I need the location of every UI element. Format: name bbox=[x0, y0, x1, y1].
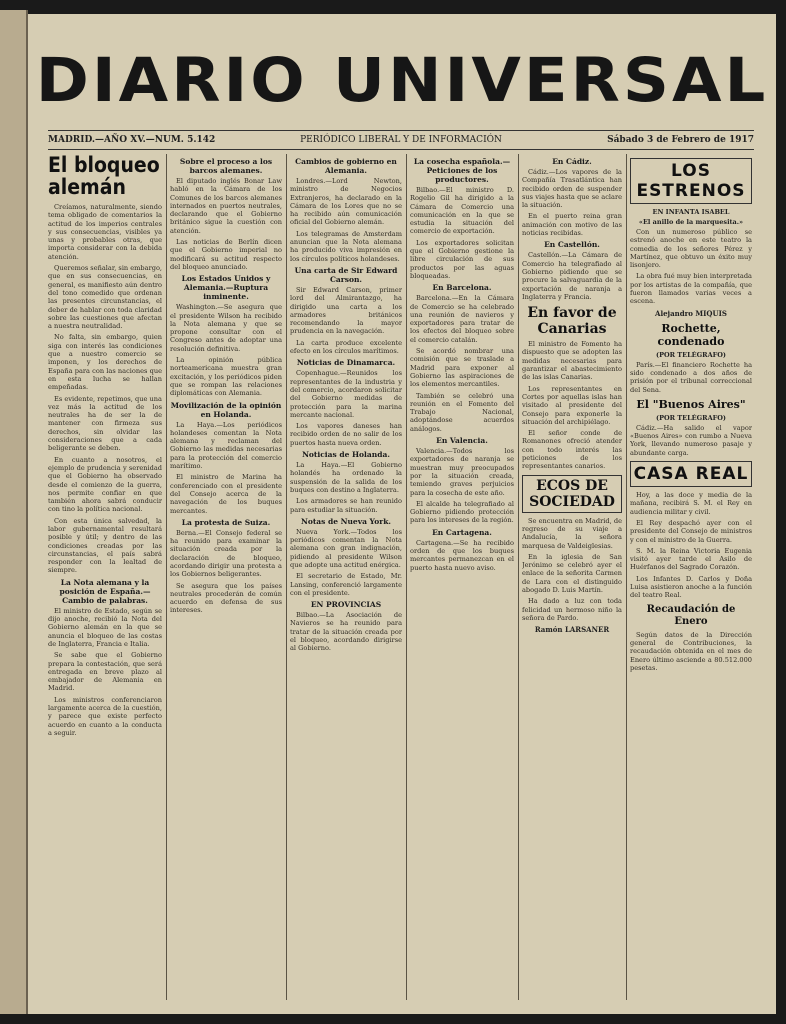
article-paragraph: El secretario de Estado, Mr. Lansing, conferenció largamente con el presidente. bbox=[290, 572, 402, 597]
column-2 bbox=[170, 154, 282, 1002]
article-paragraph: Las noticias de Berlín dicen que el Gobierno imperial no modificará su actitud respecto del bloqueo anunciado. bbox=[170, 238, 282, 271]
article-paragraph: La carta produce excelente efecto en los círculos marítimos. bbox=[290, 338, 402, 356]
column-5 bbox=[522, 154, 622, 1002]
column-divider bbox=[166, 154, 167, 1000]
dateline: (POR TELÉGRAFO) bbox=[656, 413, 726, 422]
article-paragraph: También se celebró una reunión en el Fomento del Trabajo Nacional, adoptándose acuerdos análogos. bbox=[410, 391, 514, 433]
article-paragraph: Bilbao.—La Asociación de Navieros se ha reunido para tratar de la situación creada por el bloqueo, acordando dirigirse al Gobierno. bbox=[290, 611, 402, 653]
article-paragraph: Barcelona.—En la Cámara de Comercio se ha celebrado una reunión de navieros y exportadores para tratar de los efectos del bloqueo sobre el comercio catalán. bbox=[410, 294, 514, 344]
article-paragraph: No falta, sin embargo, quien siga con interés las condiciones que a nuestro comercio se imponen, y los derechos de España para con las naciones que en esta lucha se hallan empeñadas. bbox=[48, 333, 162, 392]
subheading: Sobre el proceso a los barcos alemanes. bbox=[179, 157, 273, 175]
column-3 bbox=[290, 154, 402, 1002]
article-paragraph: Los exportadores solicitan que el Gobierno gestione la libre circulación de sus productos por las aguas bloqueadas. bbox=[410, 238, 514, 280]
theater-name: EN INFANTA ISABEL bbox=[652, 208, 730, 216]
article-paragraph: París.—El financiero Rochette ha sido condenado a dos años de prisión por el tribunal correccional del Sena. bbox=[630, 360, 752, 394]
headline-recaudacion: Recaudación de Enero bbox=[646, 603, 736, 627]
article-paragraph: Los ministros conferenciaron largamente acerca de la cuestión, y parece que existe perfecto acuerdo en cuanto a la conducta a seguir. bbox=[48, 695, 162, 737]
headline-buenos-aires: El "Buenos Aires" bbox=[636, 397, 746, 411]
subheading: Noticias de Holanda. bbox=[302, 450, 390, 460]
subheading: Movilización de la opinión en Holanda. bbox=[170, 400, 282, 419]
column-divider bbox=[406, 154, 407, 1000]
article-paragraph: Valencia.—Todos los exportadores de naranja se muestran muy preocupados por la situación creada, temiendo graves perjuicios para la cosecha de este año. bbox=[410, 447, 514, 497]
article-paragraph: Cádiz.—Ha salido el vapor «Buenos Aires» con rumbo a Nueva York, llevando numeroso pasaje y abundante carga. bbox=[630, 423, 752, 457]
article-paragraph: Copenhague.—Reunidos los representantes de la industria y del comercio, acordaron solicitar del Gobierno medidas de protección para la marina mercante nacional. bbox=[290, 369, 402, 419]
article-paragraph: El Rey despachó ayer con el presidente del Consejo de ministros y con el ministro de la Guerra. bbox=[630, 518, 752, 544]
column-1 bbox=[48, 154, 162, 1002]
article-paragraph: Londres.—Lord Newton, ministro de Negocios Extranjeros, ha declarado en la Cámara de los Lores que no se ha recibido aún comunicación oficial del Gobierno alemán. bbox=[290, 177, 402, 227]
subheading: Una carta de Sir Edward Carson. bbox=[294, 265, 398, 284]
issue-number: MADRID.—AÑO XV.—NUM. 5.142 bbox=[48, 135, 216, 145]
article-paragraph: Sir Edward Carson, primer lord del Almirantazgo, ha dirigido una carta a los armadores británicos recomendando la mayor prudencia en la navegación. bbox=[290, 285, 402, 336]
issue-date: Sábado 3 de Febrero de 1917 bbox=[607, 135, 754, 145]
subheading: En Castellón. bbox=[544, 240, 600, 250]
article-paragraph: Berna.—El Consejo federal se ha reunido para examinar la situación creada por la declaración de bloqueo, acordando dirigir una protesta a los Gobiernos beligerantes. bbox=[170, 528, 282, 579]
headline-ecos-sociedad: ECOS DE SOCIEDAD bbox=[522, 475, 622, 513]
article-paragraph: Con esta única salvedad, la labor gubernamental resultará posible y útil; y dentro de las condiciones creadas por las circunstancias, el país sabrá responder con la lealtad de siempre. bbox=[48, 516, 162, 575]
subheading: En Cádiz. bbox=[552, 157, 592, 166]
article-paragraph: Los telegramas de Amsterdam anuncian que la Nota alemana ha producido viva impresión en los círculos políticos holandeses. bbox=[290, 229, 402, 263]
article-paragraph: El diputado inglés Bonar Law habló en la Cámara de los Comunes de los barcos alemanes internados en puertos neutrales, declarando que el Gobierno británico sigue la cuestión con atención. bbox=[170, 177, 282, 235]
headline-casa-real: CASA REAL bbox=[630, 461, 752, 487]
article-paragraph: Creíamos, naturalmente, siendo tema obligado de comentarios la actitud de los imperios centrales y sus consecuencias, visibles ya unas y probables otras, que importa considerar con la debida atención. bbox=[48, 203, 162, 261]
play-title: «El anillo de la marquesita.» bbox=[638, 218, 744, 226]
headline-estrenos: LOS ESTRENOS bbox=[630, 158, 752, 204]
article-paragraph: En cuanto a nosotros, el ejemplo de prudencia y serenidad que el Gobierno ha observado desde el comienzo de la guerra, nos permite confiar en que también ahora sabrá conducir con tino la política nacional. bbox=[48, 455, 162, 514]
article-paragraph: Los Infantes D. Carlos y Doña Luisa asistieron anoche a la función del teatro Real. bbox=[630, 574, 752, 600]
adjacent-page-edge bbox=[0, 10, 28, 1014]
article-paragraph: Cádiz.—Los vapores de la Compañía Trasatlántica han recibido orden de suspender sus viajes hasta que se aclare la situación. bbox=[522, 168, 622, 210]
info-bar bbox=[48, 132, 754, 148]
article-paragraph: Se encuentra en Madrid, de regreso de su viaje a Andalucía, la señora marquesa de Valdeiglesias. bbox=[522, 516, 622, 550]
article-paragraph: Washington.—Se asegura que el presidente Wilson ha recibido la Nota alemana y que se propone consultar con el Congreso antes de adoptar una resolución definitiva. bbox=[170, 303, 282, 353]
article-paragraph: La opinión pública norteamericana muestra gran excitación, y los periódicos piden que se rompan las relaciones diplomáticas con Alemania. bbox=[170, 356, 282, 398]
column-divider bbox=[626, 154, 627, 1000]
signature: Ramón LARSANER bbox=[534, 625, 610, 635]
article-paragraph: El señor conde de Romanones ofreció atender con todo interés las peticiones de los representantes canarios. bbox=[522, 429, 622, 471]
subheading: Los Estados Unidos y Alemania.—Ruptura inminente. bbox=[181, 274, 271, 302]
article-paragraph: Castellón.—La Cámara de Comercio ha telegrafiado al Gobierno pidiendo que se procure la salvaguardia de la exportación de naranja a Inglaterra y Francia. bbox=[522, 251, 622, 301]
article-paragraph: Cartagena.—Se ha recibido orden de que los buques mercantes permanezcan en el puerto hasta nuevo aviso. bbox=[410, 538, 514, 572]
column-divider bbox=[518, 154, 519, 1000]
article-paragraph: La Haya.—Los periódicos holandeses comentan la Nota alemana y reclaman del Gobierno las medidas necesarias para la protección del comercio marítimo. bbox=[170, 420, 282, 471]
article-paragraph: Nueva York.—Todos los periódicos comentan la Nota alemana con gran indignación, pidiendo al presidente Wilson que adopte una actitud enérgica. bbox=[290, 527, 402, 569]
article-paragraph: Ha dado a luz con toda felicidad un hermoso niño la señora de Pardo. bbox=[522, 597, 622, 622]
masthead-title: DIARIO UNIVERSAL bbox=[35, 45, 769, 117]
article-paragraph: Según datos de la Dirección general de Contribuciones, la recaudación obtenida en el mes de Enero último asciende a 80.512.000 pesetas. bbox=[630, 630, 752, 672]
article-paragraph: El alcalde ha telegrafiado al Gobierno pidiendo protección para los intereses de la región. bbox=[410, 499, 514, 525]
headline-canarias: En favor de Canarias bbox=[527, 305, 617, 338]
subheading: Notas de Nueva York. bbox=[300, 516, 391, 526]
article-paragraph: Los vapores daneses han recibido orden de no salir de los puertos hasta nueva orden. bbox=[290, 422, 402, 447]
article-paragraph: Queremos señalar, sin embargo, que en sus consecuencias, en general, es manifiesto aún dentro del tono comedido que ordenan las presentes circunstancias, el deber de hablar con toda claridad sobre las cuestiones que afectan a nuestra neutralidad. bbox=[48, 264, 162, 331]
column-4 bbox=[410, 154, 514, 1002]
article-paragraph: El ministro de Fomento ha dispuesto que se adopten las medidas necesarias para garantizar el abastecimiento de las islas Canarias. bbox=[522, 340, 622, 382]
article-paragraph: Se acordó nombrar una comisión que se traslade a Madrid para exponer al Gobierno las aspiraciones de los elementos mercantiles. bbox=[410, 347, 514, 389]
article-paragraph: En la iglesia de San Jerónimo se celebró ayer el enlace de la señorita Carmen de Lara con el distinguido abogado D. Luis Martín. bbox=[522, 552, 622, 594]
article-paragraph: La Haya.—El Gobierno holandés ha ordenado la suspensión de la salida de los buques con destino a Inglaterra. bbox=[290, 461, 402, 494]
section-heading: EN PROVINCIAS bbox=[310, 600, 382, 610]
article-paragraph: Hoy, a las doce y media de la mañana, recibirá S. M. el Rey en audiencia militar y civil. bbox=[630, 491, 752, 516]
article-paragraph: Con un numeroso público se estrenó anoche en este teatro la comedia de los señores Pérez y Martínez, que obtuvo un éxito muy lisonjero. bbox=[630, 228, 752, 270]
rule-top bbox=[48, 130, 754, 131]
subheading: La protesta de Suiza. bbox=[181, 517, 271, 527]
article-paragraph: Los representantes en Cortes por aquellas islas han visitado al presidente del Consejo para exponerle la situación del archipiélago. bbox=[522, 384, 622, 426]
article-paragraph: La obra fué muy bien interpretada por los artistas de la compañía, que fueron llamados varias veces a escena. bbox=[630, 272, 752, 306]
dateline: (POR TELÉGRAFO) bbox=[656, 350, 726, 359]
article-paragraph: Los armadores se han reunido para estudiar la situación. bbox=[290, 497, 402, 514]
rule-bottom bbox=[48, 149, 754, 150]
article-paragraph: En el puerto reina gran animación con motivo de las noticias recibidas. bbox=[522, 212, 622, 238]
article-paragraph: Se asegura que los países neutrales procederán de común acuerdo en defensa de sus intereses. bbox=[170, 581, 282, 615]
article-paragraph: Es evidente, repetimos, que una vez más la actitud de los neutrales ha de ser la de mantener con firmeza sus derechos, sin olvidar las consideraciones que a cada beligerante se deben. bbox=[48, 394, 162, 453]
subheading: En Valencia. bbox=[436, 436, 488, 446]
subheading: En Cartagena. bbox=[432, 527, 492, 537]
subheading: Cambios de gobierno en Alemania. bbox=[295, 157, 397, 175]
subheading: En Barcelona. bbox=[432, 283, 492, 293]
article-paragraph: Bilbao.—El ministro D. Rogelio Gil ha dirigido a la Cámara de Comercio una comunicación en la que se estudia la situación del comercio de exportación. bbox=[410, 186, 514, 236]
article-paragraph: Se sabe que el Gobierno prepara la contestación, que será entregada en breve plazo al embajador de Alemania en Madrid. bbox=[48, 651, 162, 693]
signature: Alejandro MIQUIS bbox=[655, 308, 727, 318]
article-paragraph: El ministro de Marina ha conferenciado con el presidente del Consejo acerca de la navegación de los buques mercantes. bbox=[170, 473, 282, 515]
article-paragraph: El ministro de Estado, según se dijo anoche, recibió la Nota del Gobierno alemán en la que se anuncia el bloqueo de las costas de Inglaterra, Francia e Italia. bbox=[48, 606, 162, 648]
subheading: Noticias de Dinamarca. bbox=[296, 358, 396, 368]
article-paragraph: S. M. la Reina Victoria Eugenia visitó ayer tarde el Asilo de Huérfanos del Sagrado Corazón. bbox=[630, 546, 752, 572]
subheading: La Nota alemana y la posición de España.—Cambio de palabras. bbox=[59, 577, 151, 605]
newspaper-page bbox=[28, 14, 776, 1014]
paper-tagline: PERIÓDICO LIBERAL Y DE INFORMACIÓN bbox=[300, 135, 502, 145]
headline-bloqueo: El bloqueo alemán bbox=[48, 154, 160, 199]
headline-rochette: Rochette, condenado bbox=[657, 321, 725, 348]
column-6 bbox=[630, 154, 752, 1002]
subheading: La cosecha española.—Peticiones de los productores. bbox=[413, 157, 511, 184]
column-divider bbox=[286, 154, 287, 1000]
